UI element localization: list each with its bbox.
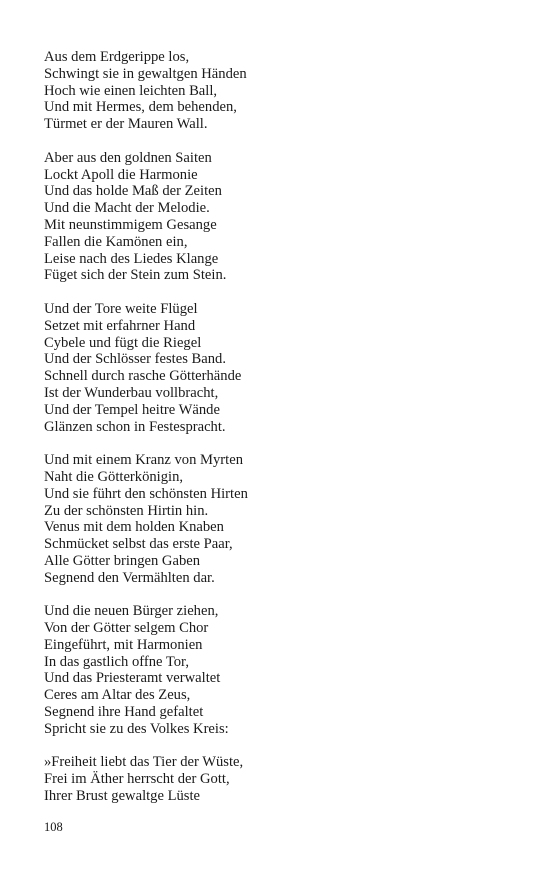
verse-line: Mit neunstimmigem Gesange [44, 216, 217, 233]
verse-line: Aber aus den goldnen Saiten [44, 149, 212, 166]
verse-line: Segnend ihre Hand gefaltet [44, 704, 204, 721]
verse-line: Türmet er der Mauren Wall. [44, 116, 208, 133]
verse-line: Lockt Apoll die Harmonie [44, 166, 198, 183]
verse-line: In das gastlich offne Tor, [44, 653, 189, 670]
verse-line: Fallen die Kamönen ein, [44, 233, 188, 250]
verse-line: Und der Schlösser festes Band. [44, 351, 226, 368]
stanza [44, 301, 514, 435]
stanza [44, 150, 514, 284]
stanza [44, 49, 514, 133]
stanza [44, 754, 514, 804]
verse-line: Und die neuen Bürger ziehen, [44, 603, 219, 620]
verse-line: Venus mit dem holden Knaben [44, 519, 224, 536]
verse-line: Frei im Äther herrscht der Gott, [44, 771, 230, 788]
verse-line: Spricht sie zu des Volkes Kreis: [44, 720, 229, 737]
verse-line: Füget sich der Stein zum Stein. [44, 267, 227, 284]
verse-line: Ihrer Brust gewaltge Lüste [44, 788, 201, 805]
verse-line: Segnend den Vermählten dar. [44, 569, 215, 586]
verse-line: Glänzen schon in Festespracht. [44, 418, 226, 435]
verse-line: »Freiheit liebt das Tier der Wüste, [44, 754, 244, 771]
verse-line: Und das Priesteramt verwaltet [44, 670, 221, 687]
verse-line: Aus dem Erdgerippe los, [44, 49, 190, 65]
verse-line: Und die Macht der Melodie. [44, 200, 210, 217]
verse-line: Und der Tore weite Flügel [44, 300, 198, 317]
verse-line: Und der Tempel heitre Wände [44, 401, 220, 418]
verse-line: Alle Götter bringen Gaben [44, 552, 201, 569]
verse-line: Eingeführt, mit Harmonien [44, 636, 203, 653]
verse-line: Schmücket selbst das erste Paar, [44, 536, 233, 553]
verse-line: Ceres am Altar des Zeus, [44, 687, 191, 704]
verse-line: Und mit Hermes, dem behenden, [44, 99, 237, 116]
page-number: 108 [44, 820, 63, 834]
verse-line: Zu der schönsten Hirtin hin. [44, 502, 209, 519]
verse-line: Schwingt sie in gewaltgen Händen [44, 65, 247, 82]
verse-line: Schnell durch rasche Götterhände [44, 368, 242, 385]
verse-line: Und das holde Maß der Zeiten [44, 183, 222, 200]
verse-line: Und mit einem Kranz von Myrten [44, 452, 243, 469]
stanza [44, 603, 514, 737]
verse-line: Leise nach des Liedes Klange [44, 250, 219, 267]
verse-line: Naht die Götterkönigin, [44, 468, 184, 485]
verse-line: Ist der Wunderbau vollbracht, [44, 384, 219, 401]
verse-line: Von der Götter selgem Chor [44, 620, 209, 637]
verse-line: Hoch wie einen leichten Ball, [44, 82, 218, 99]
verse-line: Und sie führt den schönsten Hirten [44, 485, 248, 502]
stanza [44, 452, 514, 586]
verse-line: Setzet mit erfahrner Hand [44, 317, 196, 334]
poem-text [44, 49, 514, 822]
verse-line: Cybele und fügt die Riegel [44, 334, 202, 351]
